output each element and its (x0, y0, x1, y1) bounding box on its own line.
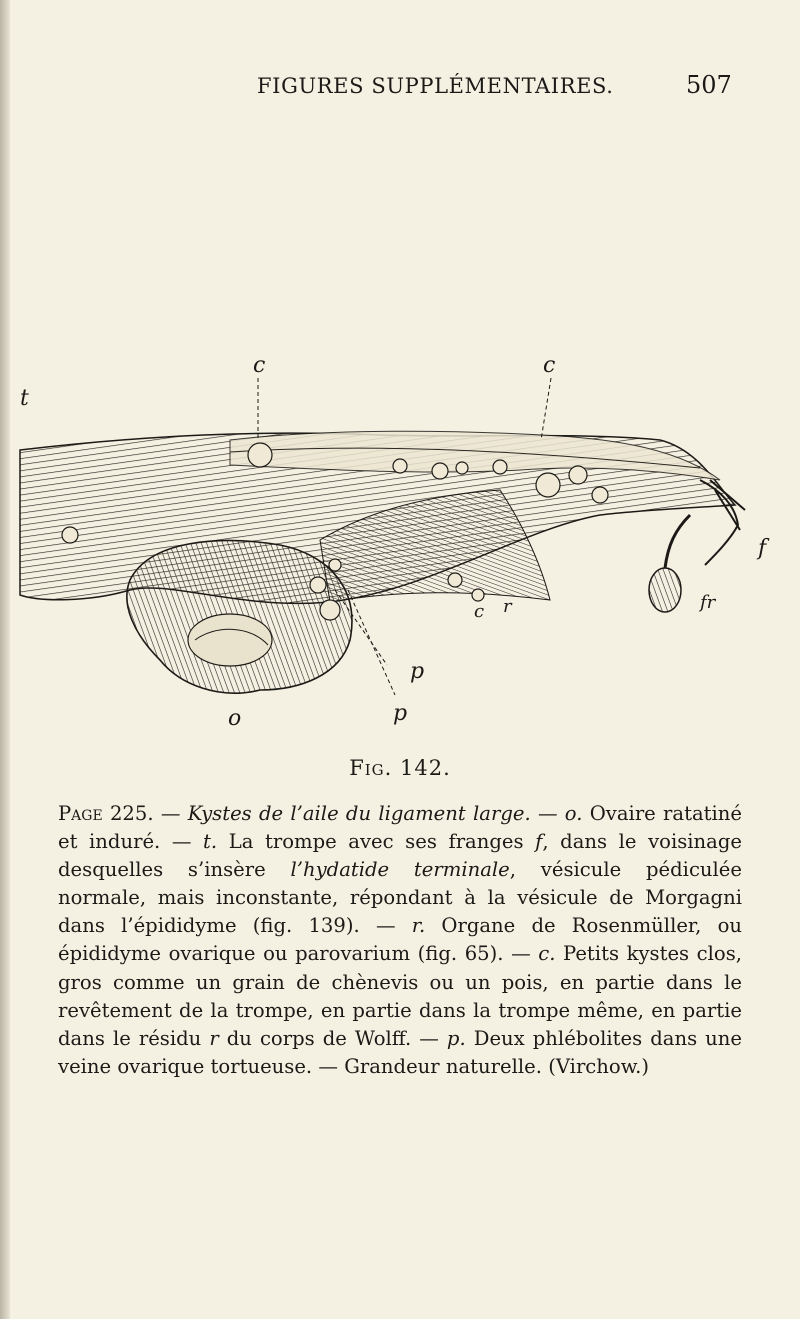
label-c-left: c (253, 353, 266, 378)
text-run: Organe de Rosenmüller, ou épididyme ovarique ou parovarium (fig. 65). — (58, 914, 742, 966)
label-t: t (20, 386, 29, 411)
anatomical-figure (0, 340, 800, 740)
label-p-inner: p (410, 659, 425, 684)
text-run: du corps de Wolff. — (218, 1026, 447, 1050)
description-paragraph (58, 800, 742, 1081)
figure-illustration (0, 340, 800, 740)
key-p: p. (446, 1026, 466, 1050)
key-t: t. (203, 830, 218, 854)
label-p-bottom: p (393, 701, 408, 726)
figure-caption (0, 756, 800, 780)
key-o: o. (564, 802, 583, 825)
hydatid-term: l’hydatide terminale (290, 858, 510, 882)
text-run: , dans le voisinage desquelles s’insère (58, 830, 742, 882)
label-c-right: c (543, 353, 556, 378)
key-f: f (535, 830, 543, 854)
page-reference: Page 225. (58, 802, 154, 825)
figure-caption-prefix: Fig. (349, 756, 393, 780)
figure-caption-number: 142. (400, 756, 451, 780)
text-run: , vésicule pédiculée normale, mais inconstante, répondant à la vésicule de Morgagni dans l’épididyme (fig. 139). — (58, 858, 742, 938)
text-run: — (530, 802, 565, 825)
key-c: c. (538, 942, 556, 966)
text-run: — (153, 802, 188, 825)
text-run: La trompe avec ses franges (217, 830, 536, 854)
text-run: Ovaire ratatiné et induré. — (58, 802, 742, 854)
key-r: r. (411, 914, 426, 938)
page-number: 507 (686, 71, 732, 99)
label-c-inner: c (474, 601, 485, 622)
label-fr: fr (700, 592, 716, 613)
hydatid-vesicle (649, 568, 681, 612)
label-r: r (503, 596, 512, 617)
figure-description (58, 800, 742, 1081)
label-o: o (228, 706, 242, 731)
label-f: f (758, 536, 767, 561)
text-run: Petits kystes clos, gros comme un grain de chènevis ou un pois, en partie dans le revêtement de la trompe, en partie dans la trompe même, en partie dans le résidu (58, 942, 742, 1050)
running-head (0, 71, 800, 106)
key-r-inline: r (209, 1026, 219, 1050)
text-run: Deux phlébolites dans une veine ovarique tortueuse. — Grandeur naturelle. (Virchow.) (58, 1026, 742, 1078)
running-head-title: FIGURES SUPPLÉMENTAIRES. (257, 74, 614, 98)
description-title: Kystes de l’aile du ligament large. (187, 802, 531, 825)
